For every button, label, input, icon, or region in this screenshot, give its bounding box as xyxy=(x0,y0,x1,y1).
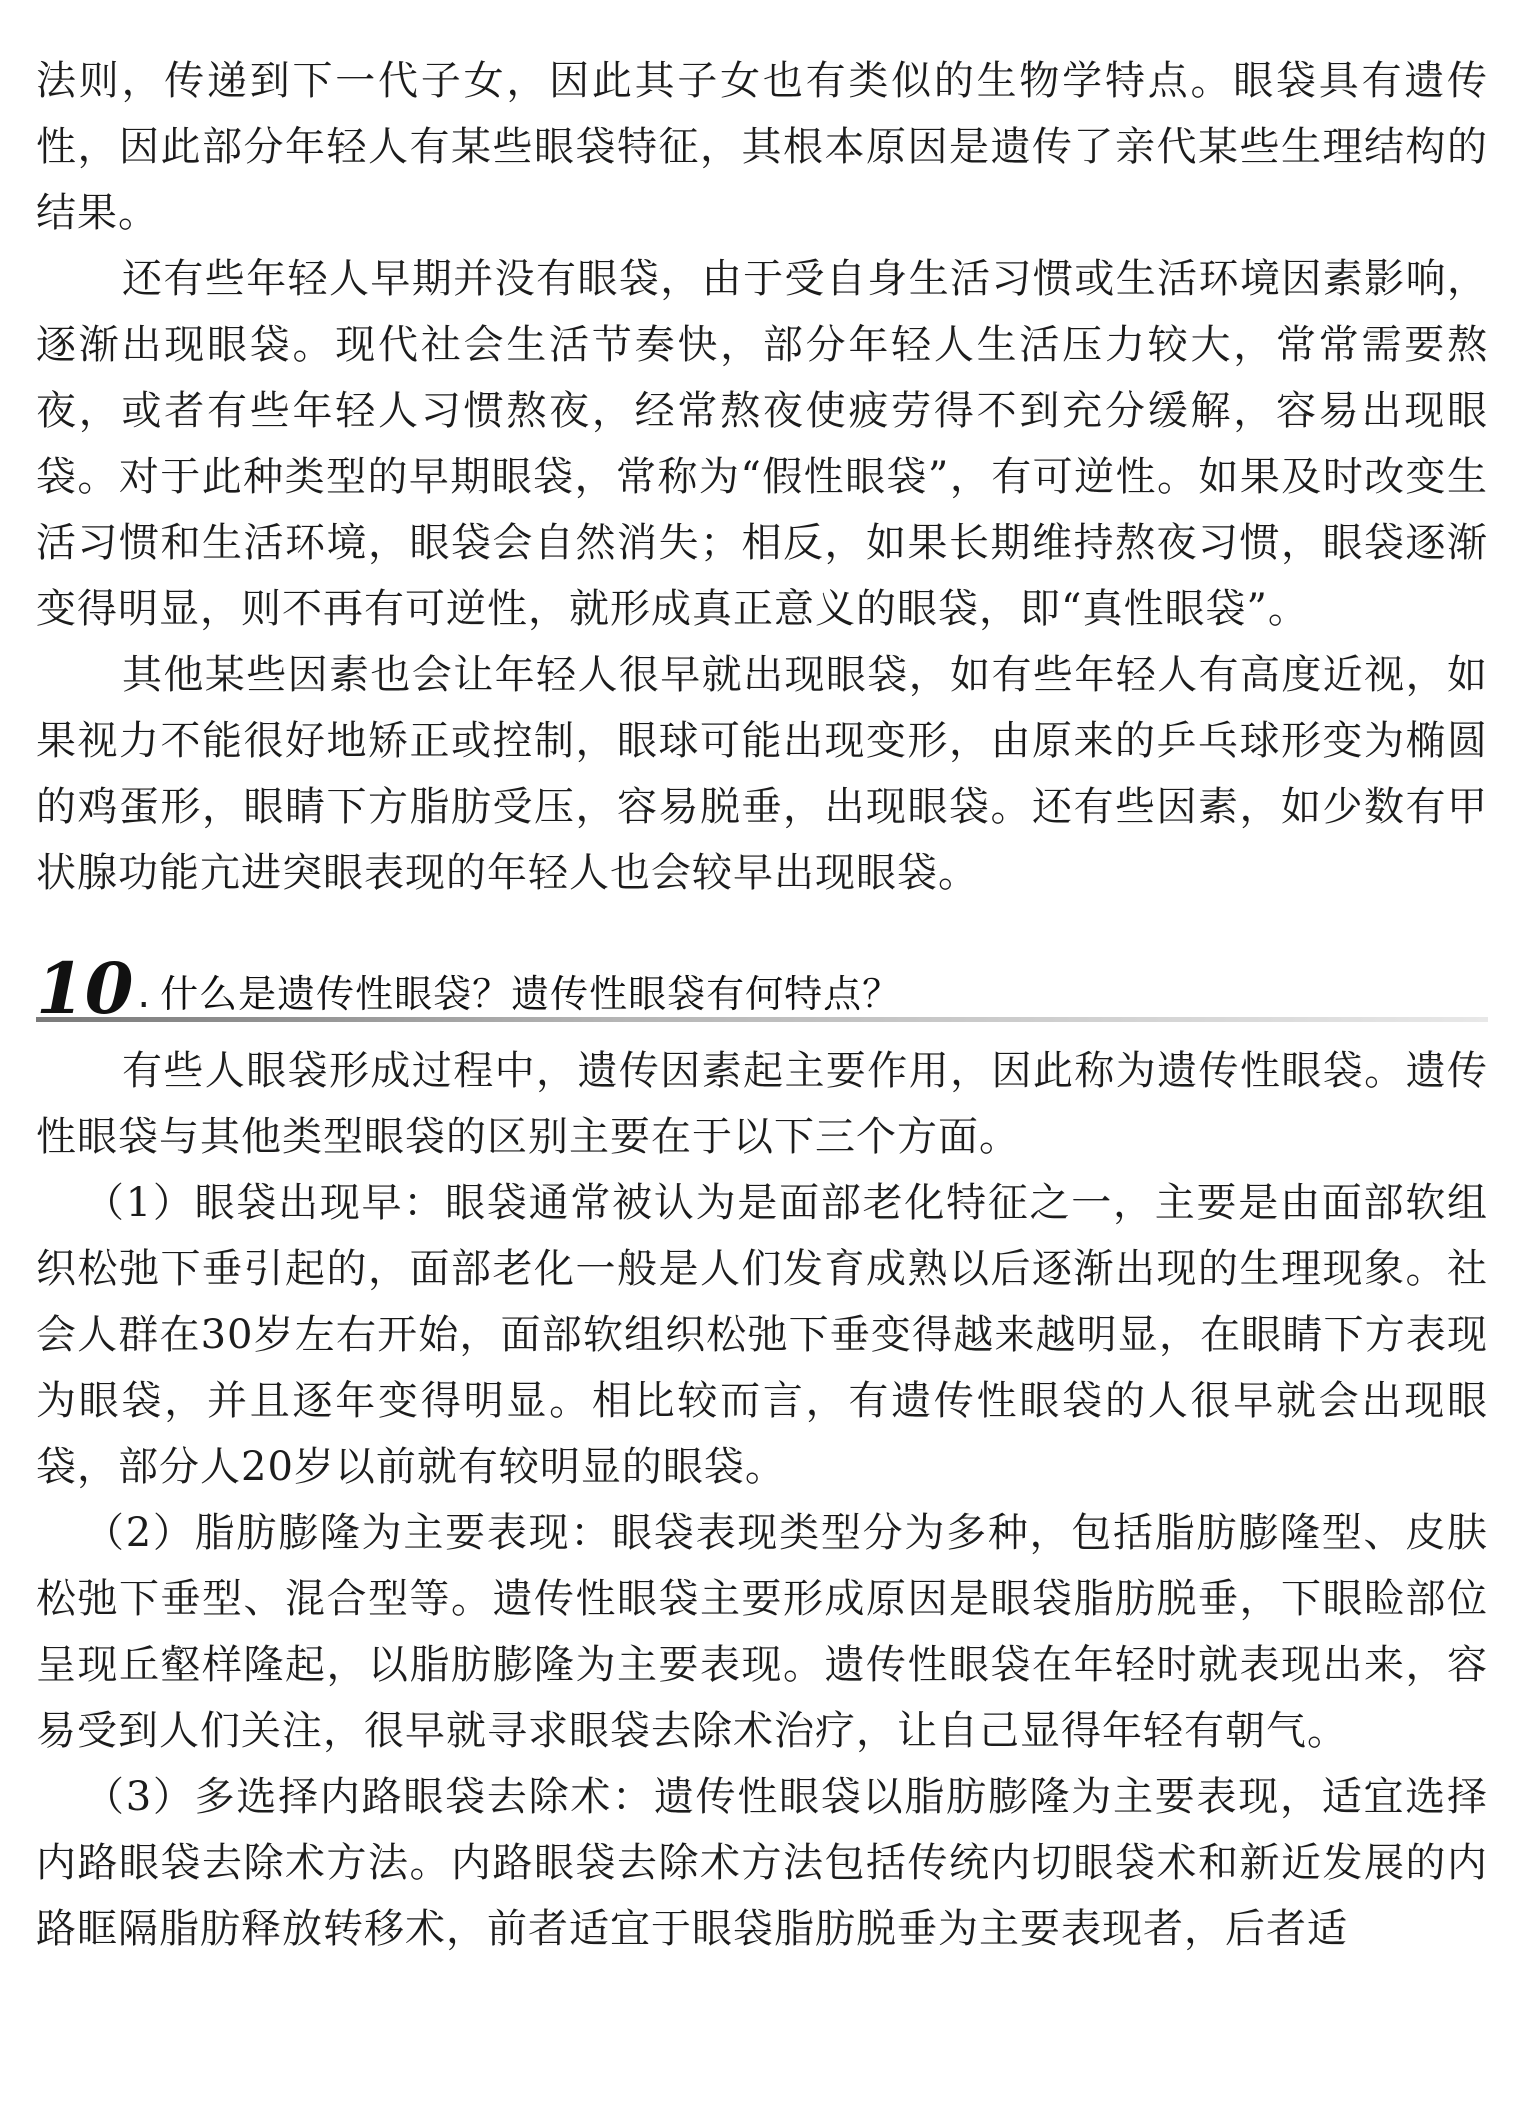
intro-paragraph-3: 其他某些因素也会让年轻人很早就出现眼袋，如有些年轻人有高度近视，如果视力不能很好地矫正或控制，眼球可能出现变形，由原来的乒乓球形变为椭圆的鸡蛋形，眼睛下方脂肪受压，容易脱垂，出现眼袋。还有些因素，如少数有甲状腺功能亢进突眼表现的年轻人也会较早出现眼袋。 xyxy=(36,652,1488,896)
list-item-1: （1）眼袋出现早：眼袋通常被认为是面部老化特征之一，主要是由面部软组织松弛下垂引起的，面部老化一般是人们发育成熟以后逐渐出现的生理现象。社会人群在30岁左右开始，面部软组织松弛下垂变得越来越明显，在眼睛下方表现为眼袋，并且逐年变得明显。相比较而言，有遗传性眼袋的人很早就会出现眼袋，部分人20岁以前就有较明显的眼袋。 xyxy=(36,1180,1488,1490)
page-content xyxy=(36,48,1488,1962)
section-intro-paragraph: 有些人眼袋形成过程中，遗传因素起主要作用，因此称为遗传性眼袋。遗传性眼袋与其他类型眼袋的区别主要在于以下三个方面。 xyxy=(36,1048,1488,1160)
section-number: 10 xyxy=(36,947,134,1030)
intro-paragraph-2: 还有些年轻人早期并没有眼袋，由于受自身生活习惯或生活环境因素影响，逐渐出现眼袋。现代社会生活节奏快，部分年轻人生活压力较大，常常需要熬夜，或者有些年轻人习惯熬夜，经常熬夜使疲劳得不到充分缓解，容易出现眼袋。对于此种类型的早期眼袋，常称为“假性眼袋”，有可逆性。如果及时改变生活习惯和生活环境，眼袋会自然消失；相反，如果长期维持熬夜习惯，眼袋逐渐变得明显，则不再有可逆性，就形成真正意义的眼袋，即“真性眼袋”。 xyxy=(36,256,1488,632)
section-heading xyxy=(36,940,1488,1028)
list-item-3: （3）多选择内路眼袋去除术：遗传性眼袋以脂肪膨隆为主要表现，适宜选择内路眼袋去除术方法。内路眼袋去除术方法包括传统内切眼袋术和新近发展的内路眶隔脂肪释放转移术，前者适宜于眼袋脂肪脱垂为主要表现者，后者适 xyxy=(36,1774,1488,1952)
section-number-dot: . xyxy=(137,971,151,1017)
list-item-2: （2）脂肪膨隆为主要表现：眼袋表现类型分为多种，包括脂肪膨隆型、皮肤松弛下垂型、混合型等。遗传性眼袋主要形成原因是眼袋脂肪脱垂，下眼睑部位呈现丘壑样隆起，以脂肪膨隆为主要表现。遗传性眼袋在年轻时就表现出来，容易受到人们关注，很早就寻求眼袋去除术治疗，让自己显得年轻有朝气。 xyxy=(36,1510,1488,1754)
section-title: 什么是遗传性眼袋？遗传性眼袋有何特点？ xyxy=(160,972,902,1016)
intro-paragraph-1: 法则，传递到下一代子女，因此其子女也有类似的生物学特点。眼袋具有遗传性，因此部分年轻人有某些眼袋特征，其根本原因是遗传了亲代某些生理结构的结果。 xyxy=(36,58,1488,236)
